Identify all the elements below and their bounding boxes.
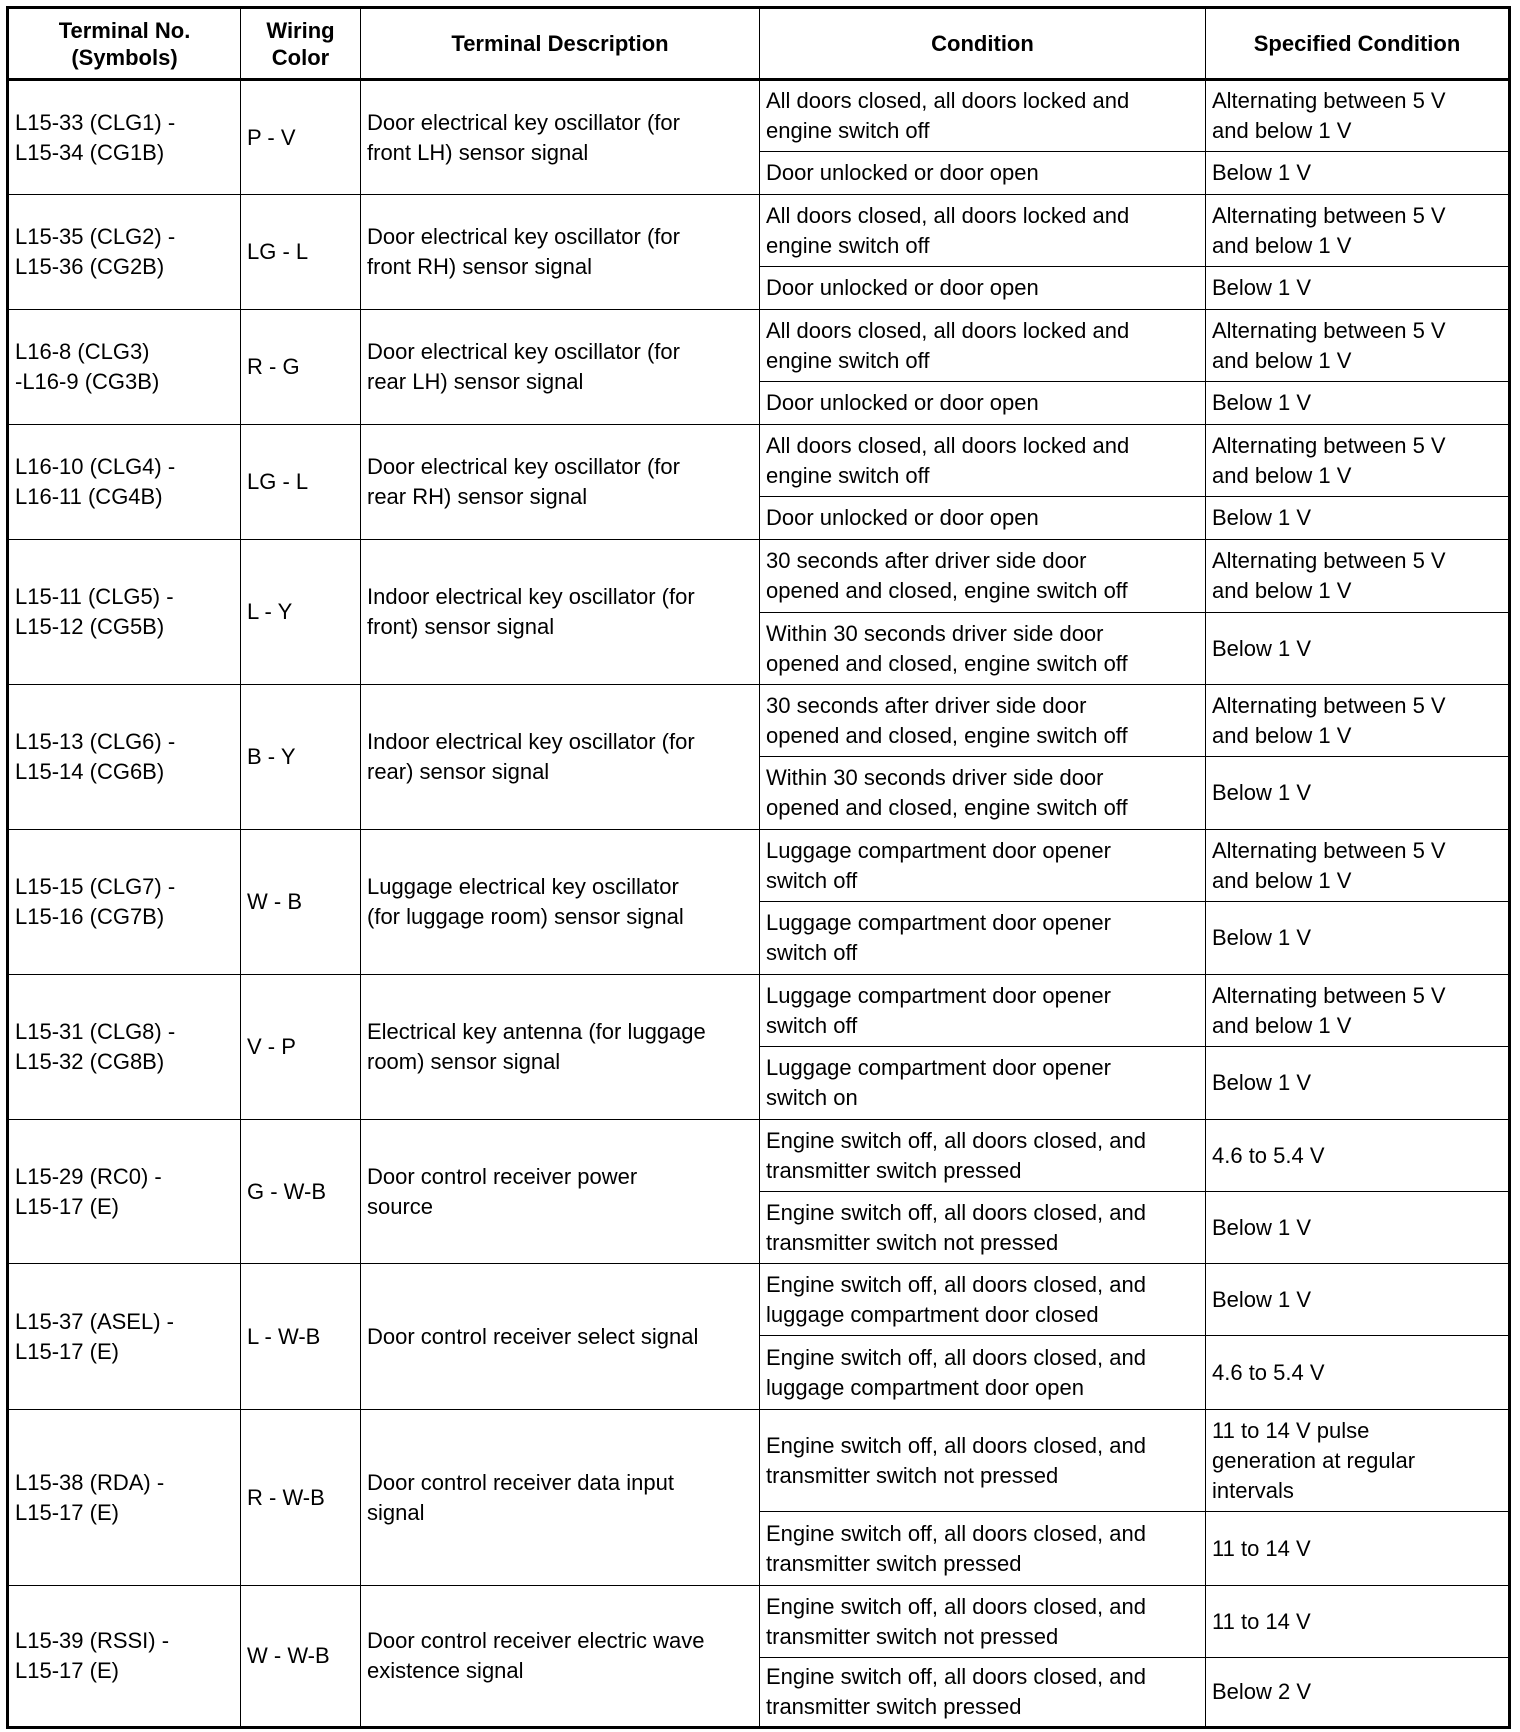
terminal-cell: L15-29 (RC0) - L15-17 (E) [8,1120,241,1264]
table-row [8,1120,1510,1192]
condition-cell: Luggage compartment door opener switch on [760,1047,1206,1120]
table-row [8,1586,1510,1658]
table-row [8,310,1510,382]
table-row [8,1410,1510,1512]
specified-condition-cell: 11 to 14 V pulse generation at regular intervals [1206,1410,1510,1512]
description-cell: Door electrical key oscillator (for front RH) sensor signal [361,195,760,310]
condition-cell: Luggage compartment door opener switch off [760,902,1206,975]
table-row [8,425,1510,497]
specified-condition-cell: Below 1 V [1206,497,1510,540]
condition-cell: Engine switch off, all doors closed, and transmitter switch not pressed [760,1586,1206,1658]
wiring-color-cell: G - W-B [241,1120,361,1264]
wiring-color-cell: L - W-B [241,1264,361,1410]
condition-cell: Door unlocked or door open [760,152,1206,195]
wiring-color-cell: R - G [241,310,361,425]
description-cell: Door control receiver power source [361,1120,760,1264]
header-description: Terminal Description [361,8,760,80]
table-row [8,975,1510,1047]
condition-cell: All doors closed, all doors locked and engine switch off [760,425,1206,497]
condition-cell: 30 seconds after driver side door opened and closed, engine switch off [760,540,1206,613]
terminal-cell: L15-31 (CLG8) - L15-32 (CG8B) [8,975,241,1120]
specified-condition-cell: Below 1 V [1206,613,1510,685]
specified-condition-cell: Below 1 V [1206,902,1510,975]
specified-condition-cell: Below 1 V [1206,1047,1510,1120]
terminal-cell: L15-11 (CLG5) - L15-12 (CG5B) [8,540,241,685]
terminal-cell: L15-33 (CLG1) - L15-34 (CG1B) [8,80,241,195]
specified-condition-cell: 11 to 14 V [1206,1586,1510,1658]
header-terminal: Terminal No. (Symbols) [8,8,241,80]
condition-cell: Door unlocked or door open [760,497,1206,540]
specified-condition-cell: Below 1 V [1206,382,1510,425]
table-row [8,195,1510,267]
specified-condition-cell: Alternating between 5 V and below 1 V [1206,540,1510,613]
terminal-cell: L16-10 (CLG4) - L16-11 (CG4B) [8,425,241,540]
wiring-color-cell: V - P [241,975,361,1120]
specified-condition-cell: Alternating between 5 V and below 1 V [1206,310,1510,382]
condition-cell: Engine switch off, all doors closed, and luggage compartment door closed [760,1264,1206,1336]
condition-cell: All doors closed, all doors locked and engine switch off [760,310,1206,382]
specified-condition-cell: Below 1 V [1206,1192,1510,1264]
terminal-cell: L16-8 (CLG3) -L16-9 (CG3B) [8,310,241,425]
description-cell: Door electrical key oscillator (for rear RH) sensor signal [361,425,760,540]
condition-cell: Door unlocked or door open [760,382,1206,425]
specified-condition-cell: Below 1 V [1206,1264,1510,1336]
description-cell: Indoor electrical key oscillator (for rear) sensor signal [361,685,760,830]
terminal-cell: L15-37 (ASEL) - L15-17 (E) [8,1264,241,1410]
wiring-color-cell: L - Y [241,540,361,685]
condition-cell: Engine switch off, all doors closed, and transmitter switch not pressed [760,1192,1206,1264]
table-row [8,830,1510,902]
wiring-color-cell: W - B [241,830,361,975]
description-cell: Door electrical key oscillator (for front LH) sensor signal [361,80,760,195]
specified-condition-cell: Below 1 V [1206,757,1510,830]
condition-cell: Engine switch off, all doors closed, and transmitter switch pressed [760,1120,1206,1192]
condition-cell: All doors closed, all doors locked and engine switch off [760,80,1206,152]
specified-condition-cell: 4.6 to 5.4 V [1206,1120,1510,1192]
wiring-color-cell: LG - L [241,195,361,310]
specified-condition-cell: Below 1 V [1206,267,1510,310]
condition-cell: Luggage compartment door opener switch off [760,975,1206,1047]
specified-condition-cell: Alternating between 5 V and below 1 V [1206,830,1510,902]
table-row [8,540,1510,613]
wiring-color-cell: B - Y [241,685,361,830]
header-specified-condition: Specified Condition [1206,8,1510,80]
wiring-color-cell: W - W-B [241,1586,361,1728]
condition-cell: 30 seconds after driver side door opened and closed, engine switch off [760,685,1206,757]
terminal-cell: L15-39 (RSSI) - L15-17 (E) [8,1586,241,1728]
description-cell: Door electrical key oscillator (for rear LH) sensor signal [361,310,760,425]
table-row [8,685,1510,757]
description-cell: Door control receiver data input signal [361,1410,760,1586]
condition-cell: Door unlocked or door open [760,267,1206,310]
terminal-cell: L15-38 (RDA) - L15-17 (E) [8,1410,241,1586]
table-row [8,80,1510,152]
specified-condition-cell: Alternating between 5 V and below 1 V [1206,685,1510,757]
specified-condition-cell: 11 to 14 V [1206,1512,1510,1586]
condition-cell: Within 30 seconds driver side door opened and closed, engine switch off [760,757,1206,830]
description-cell: Electrical key antenna (for luggage room) sensor signal [361,975,760,1120]
header-wiring-color: Wiring Color [241,8,361,80]
description-cell: Indoor electrical key oscillator (for front) sensor signal [361,540,760,685]
wiring-color-cell: P - V [241,80,361,195]
condition-cell: Engine switch off, all doors closed, and luggage compartment door open [760,1336,1206,1410]
condition-cell: All doors closed, all doors locked and engine switch off [760,195,1206,267]
wiring-color-cell: R - W-B [241,1410,361,1586]
condition-cell: Engine switch off, all doors closed, and transmitter switch pressed [760,1512,1206,1586]
header-condition: Condition [760,8,1206,80]
description-cell: Door control receiver electric wave existence signal [361,1586,760,1728]
specified-condition-cell: Below 2 V [1206,1658,1510,1728]
condition-cell: Engine switch off, all doors closed, and transmitter switch not pressed [760,1410,1206,1512]
specified-condition-cell: 4.6 to 5.4 V [1206,1336,1510,1410]
specified-condition-cell: Below 1 V [1206,152,1510,195]
terminal-cell: L15-15 (CLG7) - L15-16 (CG7B) [8,830,241,975]
description-cell: Luggage electrical key oscillator (for luggage room) sensor signal [361,830,760,975]
table-row [8,1264,1510,1336]
specified-condition-cell: Alternating between 5 V and below 1 V [1206,195,1510,267]
specified-condition-cell: Alternating between 5 V and below 1 V [1206,80,1510,152]
terminal-cell: L15-35 (CLG2) - L15-36 (CG2B) [8,195,241,310]
condition-cell: Within 30 seconds driver side door opened and closed, engine switch off [760,613,1206,685]
header-row [8,8,1510,80]
specified-condition-cell: Alternating between 5 V and below 1 V [1206,425,1510,497]
terminal-table [6,6,1511,1729]
terminal-cell: L15-13 (CLG6) - L15-14 (CG6B) [8,685,241,830]
specified-condition-cell: Alternating between 5 V and below 1 V [1206,975,1510,1047]
condition-cell: Luggage compartment door opener switch off [760,830,1206,902]
wiring-color-cell: LG - L [241,425,361,540]
condition-cell: Engine switch off, all doors closed, and transmitter switch pressed [760,1658,1206,1728]
description-cell: Door control receiver select signal [361,1264,760,1410]
